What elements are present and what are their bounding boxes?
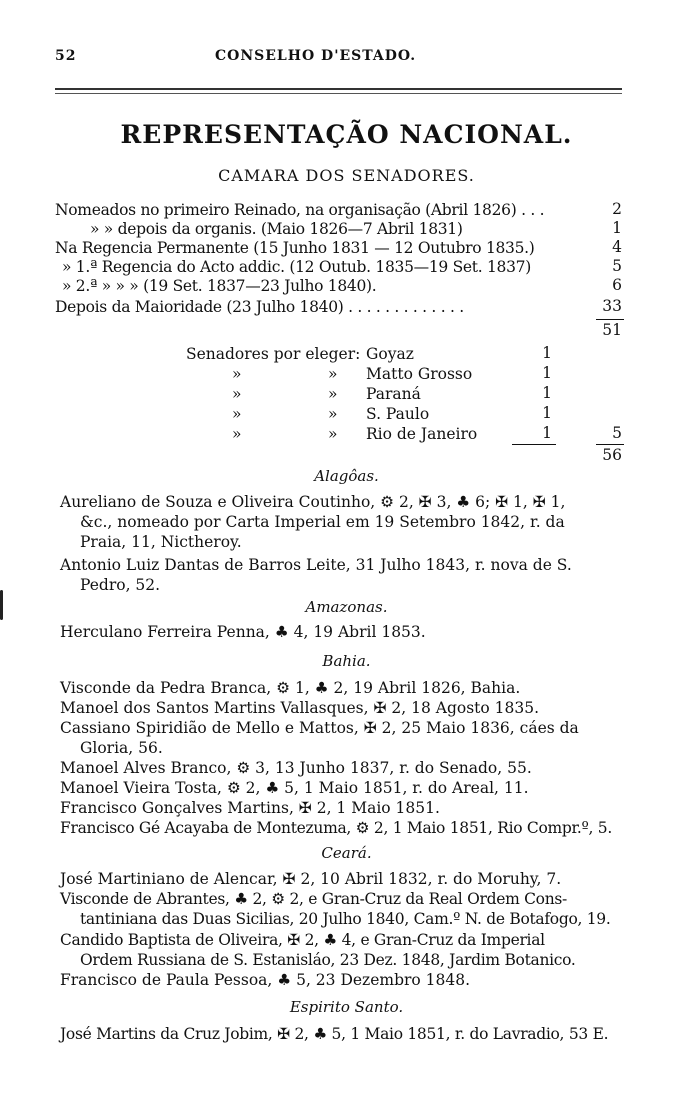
province-name: S. Paulo bbox=[366, 405, 430, 423]
senator-entry: Visconde de Abrantes, ♣ 2, ⚙ 2, e Gran-Cruz da Real Ordem Cons- tantiniana das Duas Sicilias, 20 Julho 1840, Cam.º N. de Botafogo, 19. bbox=[60, 890, 611, 928]
senator-entry: Antonio Luiz Dantas de Barros Leite, 31 Julho 1843, r. nova de S. Pedro, 52. bbox=[60, 556, 572, 594]
ditto-mark: » bbox=[328, 365, 338, 383]
sum-rule bbox=[512, 444, 556, 445]
province-count: 1 bbox=[542, 344, 552, 362]
ditto-mark: » bbox=[232, 405, 242, 423]
senator-entry: Candido Baptista de Oliveira, ✠ 2, ♣ 4, e Gran-Cruz da Imperial Ordem Russiana de S. Estanisláo, 23 Dez. 1848, Jardim Botanico. bbox=[60, 931, 576, 969]
province-name: Rio de Janeiro bbox=[366, 425, 478, 443]
senator-entry: Cassiano Spiridião de Mello e Mattos, ✠ 2, 25 Maio 1836, cáes da Gloria, 56. bbox=[60, 719, 579, 757]
to-elect-subtotal: 5 bbox=[612, 424, 622, 442]
nomination-line: » 1.ª Regencia do Acto addic. (12 Outub. 1835—19 Set. 1837) bbox=[62, 258, 531, 276]
senator-entry: Francisco Gonçalves Martins, ✠ 2, 1 Maio 1851. bbox=[60, 799, 440, 817]
province-name: Paraná bbox=[366, 385, 421, 403]
page-number: 52 bbox=[55, 48, 77, 64]
nomination-count: 6 bbox=[612, 276, 622, 294]
province-count: 1 bbox=[542, 384, 552, 402]
grand-total: 56 bbox=[602, 446, 622, 464]
ditto-mark: » bbox=[328, 405, 338, 423]
page-subtitle: CAMARA DOS SENADORES. bbox=[218, 166, 475, 185]
senator-entry: José Martiniano de Alencar, ✠ 2, 10 Abril 1832, r. do Moruhy, 7. bbox=[60, 870, 562, 888]
nomination-count: 1 bbox=[612, 219, 622, 237]
sum-rule bbox=[596, 319, 624, 320]
senator-entry: Herculano Ferreira Penna, ♣ 4, 19 Abril 1853. bbox=[60, 623, 426, 641]
nomination-line: Nomeados no primeiro Reinado, na organisação (Abril 1826) . . . bbox=[55, 201, 545, 219]
province-name: Matto Grosso bbox=[366, 365, 473, 383]
senator-entry: Francisco Gé Acayaba de Montezuma, ⚙ 2, 1 Maio 1851, Rio Compr.º, 5. bbox=[60, 819, 612, 837]
senator-entry: Visconde da Pedra Branca, ⚙ 1, ♣ 2, 19 Abril 1826, Bahia. bbox=[60, 679, 521, 697]
page-title: REPRESENTAÇÃO NACIONAL. bbox=[120, 120, 573, 149]
nomination-count: 33 bbox=[602, 297, 622, 315]
header-rule bbox=[55, 88, 622, 94]
senator-entry: Manoel Vieira Tosta, ⚙ 2, ♣ 5, 1 Maio 1851, r. do Areal, 11. bbox=[60, 779, 529, 797]
province-count: 1 bbox=[542, 364, 552, 382]
senator-entry: Francisco de Paula Pessoa, ♣ 5, 23 Dezembro 1848. bbox=[60, 971, 471, 989]
nomination-line: » 2.ª » » » (19 Set. 1837—23 Julho 1840). bbox=[62, 277, 377, 295]
senator-entry: Manoel Alves Branco, ⚙ 3, 13 Junho 1837, r. do Senado, 55. bbox=[60, 759, 532, 777]
ditto-mark: » bbox=[328, 425, 338, 443]
nominations-total: 51 bbox=[602, 321, 622, 339]
senator-entry: Manoel dos Santos Martins Vallasques, ✠ 2, 18 Agosto 1835. bbox=[60, 699, 540, 717]
section-heading-ceara: Ceará. bbox=[321, 844, 372, 862]
nomination-line: Na Regencia Permanente (15 Junho 1831 — 12 Outubro 1835.) bbox=[55, 239, 535, 257]
section-heading-bahia: Bahia. bbox=[322, 652, 371, 670]
ditto-mark: » bbox=[232, 425, 242, 443]
ditto-mark: » bbox=[232, 385, 242, 403]
nomination-count: 2 bbox=[612, 200, 622, 218]
nomination-line: » » depois da organis. (Maio 1826—7 Abril 1831) bbox=[90, 220, 463, 238]
ditto-mark: » bbox=[232, 365, 242, 383]
running-title: CONSELHO D'ESTADO. bbox=[215, 48, 417, 64]
senator-entry: José Martins da Cruz Jobim, ✠ 2, ♣ 5, 1 Maio 1851, r. do Lavradio, 53 E. bbox=[60, 1025, 609, 1043]
nomination-line: Depois da Maioridade (23 Julho 1840) . . . . . . . . . . . . . bbox=[55, 298, 464, 316]
sum-rule bbox=[596, 444, 624, 445]
ditto-mark: » bbox=[328, 385, 338, 403]
nomination-count: 5 bbox=[612, 257, 622, 275]
province-count: 1 bbox=[542, 404, 552, 422]
section-heading-alagoas: Alagôas. bbox=[314, 467, 379, 485]
province-name: Goyaz bbox=[366, 345, 414, 363]
province-count: 1 bbox=[542, 424, 552, 442]
section-heading-amazonas: Amazonas. bbox=[305, 598, 388, 616]
to-elect-label: Senadores por eleger: bbox=[186, 345, 361, 363]
margin-mark bbox=[0, 590, 3, 620]
section-heading-espirito-santo: Espirito Santo. bbox=[289, 998, 404, 1016]
nomination-count: 4 bbox=[612, 238, 622, 256]
senator-entry: Aureliano de Souza e Oliveira Coutinho, ⚙ 2, ✠ 3, ♣ 6; ✠ 1, ✠ 1, &c., nomeado por Carta Imperial em 19 Setembro 1842, r. da Praia, 11, Nictheroy. bbox=[60, 493, 566, 551]
